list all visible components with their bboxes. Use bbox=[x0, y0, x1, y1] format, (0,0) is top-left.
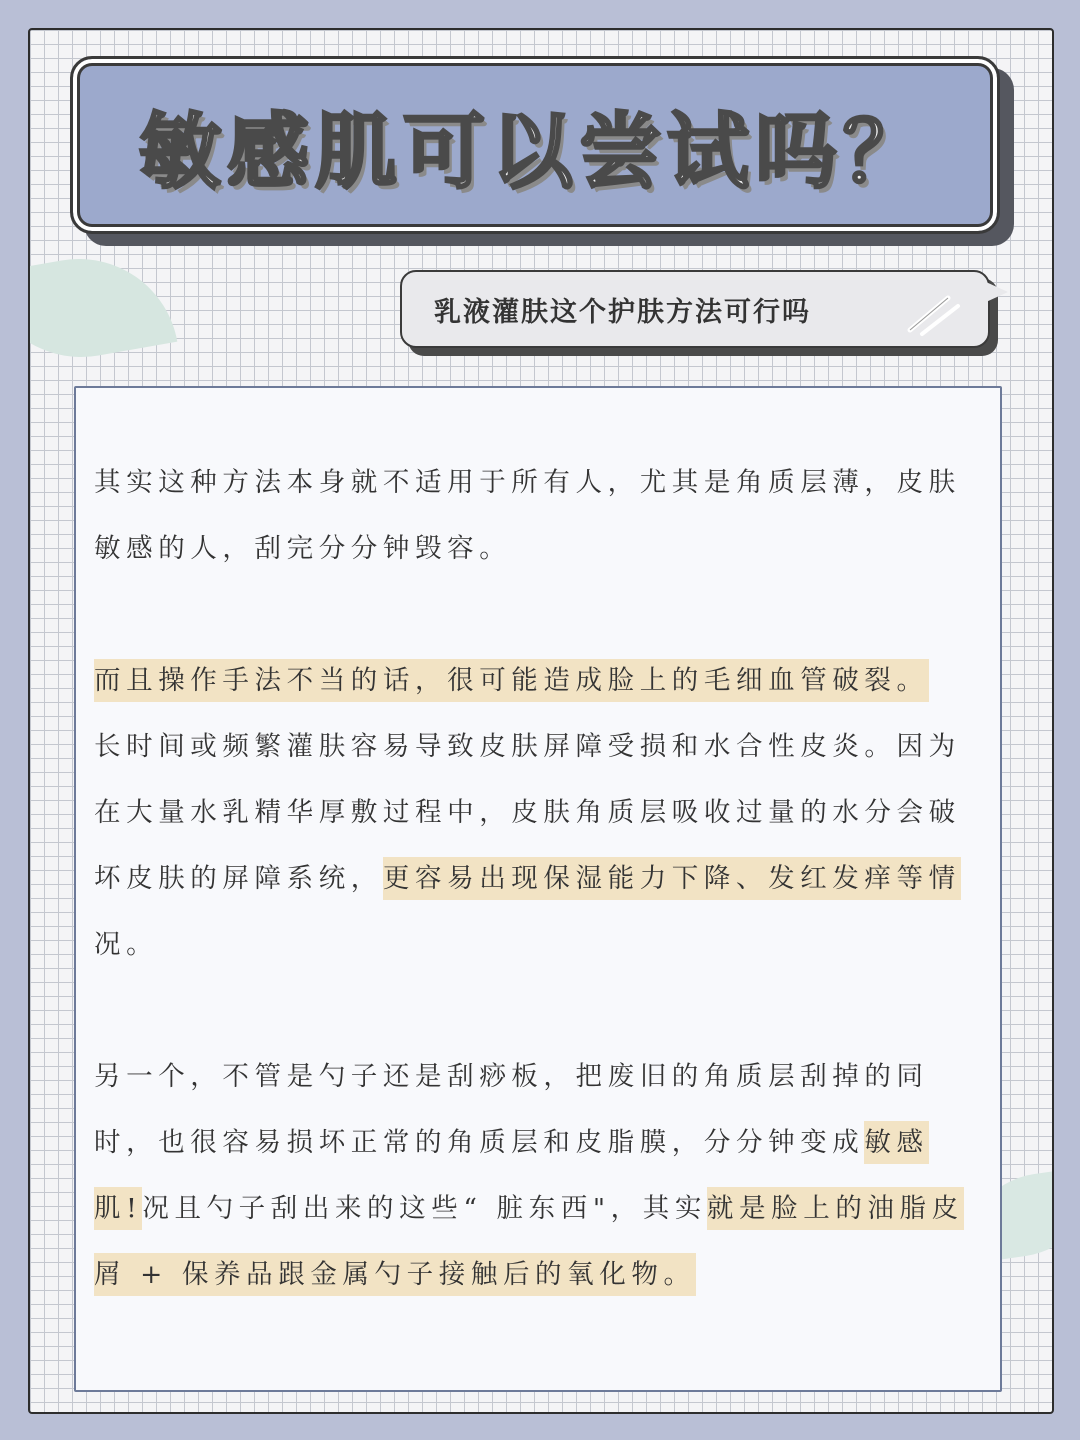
sparkle-lines-icon bbox=[900, 280, 970, 340]
paragraph-3 bbox=[94, 1044, 974, 1308]
highlight-text: 就是脸上的油脂皮屑 + 保养品跟金属勺子接触后的氧化物。 bbox=[94, 1187, 964, 1296]
subtitle: 乳液灌肤这个护肤方法可行吗 bbox=[434, 296, 811, 328]
content-panel bbox=[74, 386, 1002, 1392]
paragraph-1 bbox=[94, 450, 974, 582]
title-banner bbox=[70, 56, 1000, 234]
paragraph-text: 况。 bbox=[94, 929, 159, 960]
highlight-text: 敏感肌! bbox=[94, 1121, 929, 1230]
highlight-text: 更容易出现保湿能力下降、发红发痒等情 bbox=[383, 857, 961, 900]
leaf-decoration bbox=[28, 243, 177, 373]
paragraph-2 bbox=[94, 648, 974, 978]
paragraph-text: 长时间或频繁灌肤容易导致皮肤屏障受损和水合性皮炎。因为在大量水乳精华厚敷过程中，皮肤角质层吸收过量的水分会破坏皮肤的屏障系统， bbox=[94, 731, 961, 894]
paragraph-text: 况且勺子刮出来的这些“ 脏东西"，其实 bbox=[142, 1193, 707, 1224]
highlight-text: 而且操作手法不当的话，很可能造成脸上的毛细血管破裂。 bbox=[94, 659, 929, 702]
paragraph-text: 另一个，不管是勺子还是刮痧板，把废旧的角质层刮掉的同时，也很容易损坏正常的角质层和皮脂膜，分分钟变成 bbox=[94, 1061, 929, 1158]
paragraph-text: 其实这种方法本身就不适用于所有人，尤其是角质层薄，皮肤敏感的人，刮完分分钟毁容。 bbox=[94, 467, 961, 564]
page-title: 敏感肌可以尝试吗？ bbox=[138, 104, 931, 200]
page-card bbox=[28, 28, 1054, 1414]
speech-tail-icon bbox=[986, 282, 1008, 302]
